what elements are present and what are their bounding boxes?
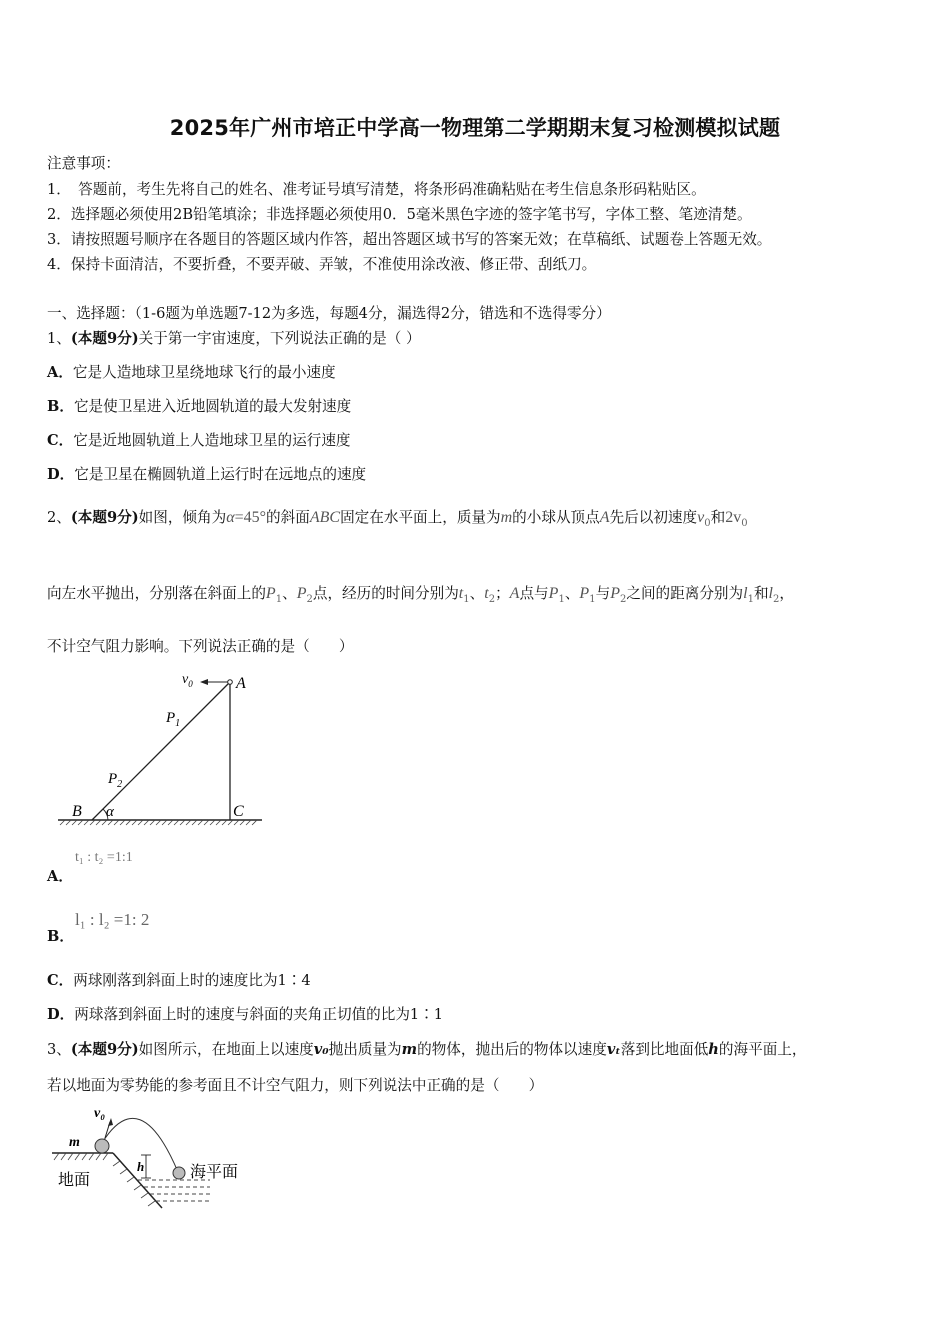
label-b: B (72, 803, 82, 820)
notice-item: 2．选择题必须使用2B铅笔填涂；非选择题必须使用0．5毫米黑色字迹的签字笔书写，字体工整、笔迹清楚。 (47, 206, 752, 223)
question-2-option-d[interactable]: D．两球落到斜面上时的速度与斜面的夹角正切值的比为1∶1 (47, 1006, 444, 1023)
question-2-option-b[interactable]: B． l₁ : l₂ =1: 2 (47, 910, 150, 945)
question-1-option-a[interactable]: A．它是人造地球卫星绕地球飞行的最小速度 (47, 364, 336, 381)
question-2-stem-line1: 2、(本题9分)如图，倾角为α=45°的斜面ABC固定在水平面上，质量为m的小球从顶点A先后以初速度$v_0$和$2v_0$ (47, 509, 748, 529)
label-p2: $P_2$ (108, 771, 123, 790)
question-3-stem-line1: 3、(本题9分)如图所示，在地面上以速度v₀抛出质量为m的物体，抛出后的物体以速度vₜ落到比地面低h的海平面上， (47, 1041, 807, 1058)
page-title: 2025年广州市培正中学高一物理第二学期期末复习检测模拟试题 (169, 116, 781, 140)
incline-line (92, 682, 230, 820)
ball-end (173, 1167, 185, 1179)
v0-arrow-head (200, 679, 208, 685)
notice-heading: 注意事项： (47, 155, 120, 172)
incline-figure (50, 665, 270, 830)
question-1-option-c[interactable]: C．它是近地圆轨道上人造地球卫星的运行速度 (47, 432, 351, 449)
question-2-option-c[interactable]: C．两球刚落到斜面上时的速度比为1∶4 (47, 972, 311, 989)
label-ground: 地面 (58, 1172, 91, 1189)
sea-surface (138, 1180, 210, 1201)
question-2-option-a[interactable]: A． t₁ : t₂ =1:1 (47, 850, 133, 885)
label-m: m (69, 1135, 80, 1150)
section-heading: 一、选择题：（1-6题为单选题7-12为多选，每题4分，漏选得2分，错选和不选得零分） (47, 305, 611, 322)
question-2-stem-line3: 不计空气阻力影响。下列说法正确的是（ ） (47, 638, 354, 655)
notice-item: 3．请按照题号顺序在各题目的答题区域内作答，超出答题区域书写的答案无效；在草稿纸、试题卷上答题无效。 (47, 231, 772, 248)
question-number: 1、 (47, 330, 71, 347)
ball-at-a (228, 680, 233, 685)
label-c: C (233, 803, 244, 820)
question-3-stem-line2: 若以地面为零势能的参考面且不计空气阻力，则下列说法中正确的是（ ） (47, 1077, 544, 1094)
ground-hatch (54, 1153, 108, 1160)
label-sea: 海平面 (190, 1164, 239, 1181)
label-v0: $v_0$ (182, 672, 193, 689)
label-a: A (236, 675, 246, 692)
question-score: (本题9分) (70, 330, 139, 347)
question-2-stem-line2: 向左水平抛出，分别落在斜面上的$P_1$、$P_2$点，经历的时间分别为$t_1$、$t_2$；A点与$P_1$、$P_1$与$P_2$之间的距离分别为$l_1$和$l_2$， (47, 585, 794, 605)
label-alpha: α (106, 804, 114, 820)
label-p1: $P_1$ (166, 710, 181, 729)
cliff-hatch (113, 1161, 155, 1206)
label-v0: v₀ (94, 1106, 106, 1121)
v0-arrow-head (108, 1118, 113, 1126)
notice-item: 4．保持卡面清洁，不要折叠，不要弄破、弄皱，不准使用涂改液、修正带、刮纸刀。 (47, 256, 597, 273)
question-1-option-b[interactable]: B．它是使卫星进入近地圆轨道的最大发射速度 (47, 398, 352, 415)
question-1-option-d[interactable]: D．它是卫星在椭圆轨道上运行时在远地点的速度 (47, 466, 367, 483)
notice-item: 1． 答题前，考生先将自己的姓名、准考证号填写清楚，将条形码准确粘贴在考生信息条形码粘贴区。 (47, 181, 706, 198)
question-1-stem: 1、(本题9分)关于第一宇宙速度，下列说法正确的是（ ） (47, 330, 421, 347)
ball-start (95, 1139, 109, 1153)
label-h: h (137, 1159, 145, 1174)
projectile-figure (50, 1100, 260, 1215)
